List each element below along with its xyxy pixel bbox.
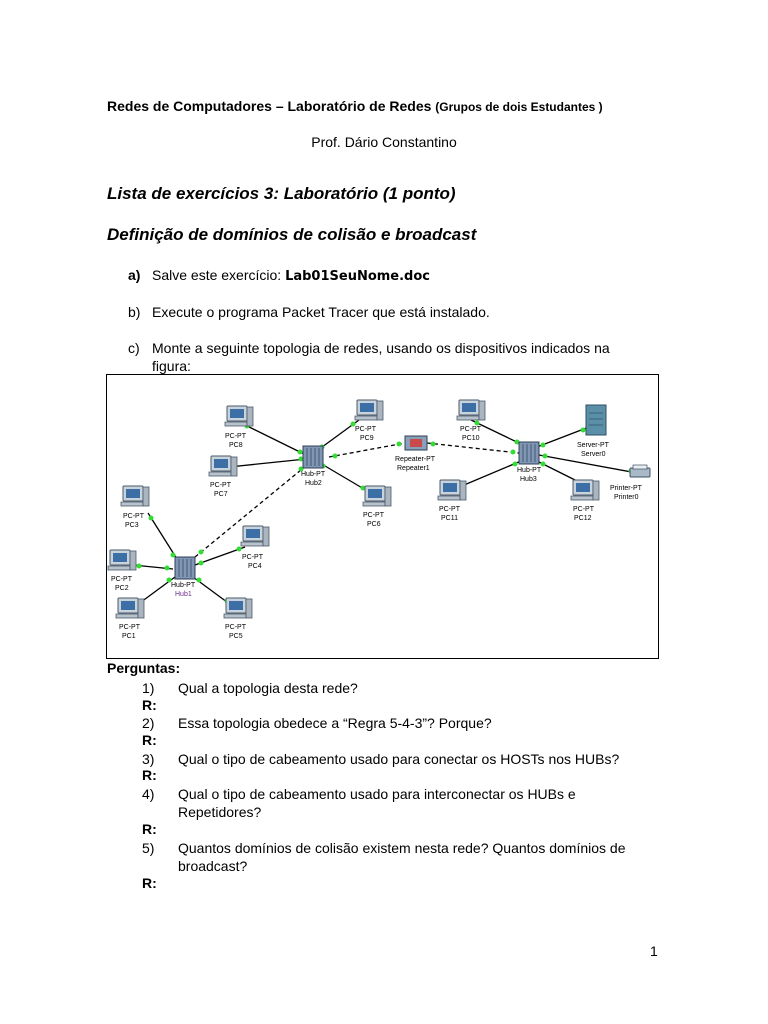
link-repeater1-hub3 xyxy=(427,443,519,453)
hub-icon xyxy=(175,557,195,579)
hub-icon xyxy=(519,442,539,464)
repeater-icon xyxy=(405,436,427,450)
pc9-name-label: PC9 xyxy=(360,435,374,442)
pc3-name-label: PC3 xyxy=(125,522,139,529)
link-hub2-repeater1 xyxy=(329,443,405,457)
pc-icon xyxy=(241,526,269,546)
network-links xyxy=(133,420,637,605)
pc10-name-label: PC10 xyxy=(462,435,480,442)
repeater1-name-label: Repeater1 xyxy=(397,465,430,472)
hub2-name-label: Hub2 xyxy=(305,480,322,487)
question-2-text: Essa topologia obedece a “Regra 5-4-3”? Porque? xyxy=(178,715,492,731)
pc-icon xyxy=(225,406,253,426)
pc3-type-label: PC-PT xyxy=(123,513,144,520)
hub3-type-label: Hub-PT xyxy=(517,467,542,474)
exercise-list-title: Lista de exercícios 3: Laboratório (1 ponto) xyxy=(107,184,456,203)
pc1-name-label: PC1 xyxy=(122,633,136,640)
pc-icon xyxy=(224,598,252,618)
repeater1-type-label: Repeater-PT xyxy=(395,456,436,463)
question-2-number: 2) xyxy=(142,715,155,731)
pc-icon xyxy=(209,456,237,476)
pc-icon xyxy=(355,400,383,420)
instruction-c-text: Monte a seguinte topologia de redes, usando os dispositivos indicados na figura: xyxy=(152,340,610,374)
question-1-number: 1) xyxy=(142,680,155,696)
pc-icon xyxy=(363,486,391,506)
hub1-name-label: Hub1 xyxy=(175,591,192,598)
pc12-type-label: PC-PT xyxy=(573,506,594,513)
instruction-b xyxy=(128,303,688,321)
pc-icon xyxy=(121,486,149,506)
pc6-type-label: PC-PT xyxy=(363,512,384,519)
pc11-name-label: PC11 xyxy=(441,515,458,522)
pc5-type-label: PC-PT xyxy=(225,624,246,631)
pc7-name-label: PC7 xyxy=(214,491,228,498)
question-1-text: Qual a topologia desta rede? xyxy=(178,680,358,696)
instruction-c-label: c) xyxy=(128,340,140,356)
answer-4-label: R: xyxy=(142,821,157,837)
pc7-type-label: PC-PT xyxy=(210,482,231,489)
pc10-type-label: PC-PT xyxy=(460,426,481,433)
pc-icon xyxy=(108,550,136,570)
instruction-b-label: b) xyxy=(128,304,141,320)
pc9-type-label: PC-PT xyxy=(355,426,376,433)
exercise-subtitle: Definição de domínios de colisão e broadcast xyxy=(107,225,477,244)
pc-icon xyxy=(438,480,466,500)
question-3-text: Qual o tipo de cabeamento usado para conectar os HOSTs nos HUBs? xyxy=(178,751,620,767)
instruction-c xyxy=(128,339,688,374)
answer-3-label: R: xyxy=(142,767,157,783)
question-4-text: Qual o tipo de cabeamento usado para interconectar os HUBs e Repetidores? xyxy=(178,786,576,820)
pc11-type-label: PC-PT xyxy=(439,506,460,513)
hub3-name-label: Hub3 xyxy=(520,476,537,483)
pc4-name-label: PC4 xyxy=(248,563,262,570)
answer-2-label: R: xyxy=(142,732,157,748)
pc-icon xyxy=(571,480,599,500)
instruction-a-label: a) xyxy=(128,267,141,283)
instruction-a xyxy=(128,266,688,284)
title-main: Redes de Computadores – Laboratório de Redes xyxy=(107,98,432,114)
server-icon xyxy=(586,405,606,435)
printer0-type-label: Printer-PT xyxy=(610,485,642,492)
questions-title: Perguntas: xyxy=(107,660,181,676)
server0-name-label: Server0 xyxy=(581,451,606,458)
link-pc11-hub3 xyxy=(457,461,521,488)
pc5-name-label: PC5 xyxy=(229,633,243,640)
pc2-name-label: PC2 xyxy=(115,585,129,592)
question-5-number: 5) xyxy=(142,840,155,856)
instruction-a-filename: Lab01SeuNome.doc xyxy=(285,269,431,284)
pc-icon xyxy=(457,400,485,420)
topology-diagram xyxy=(107,375,658,658)
question-4-number: 4) xyxy=(142,786,155,802)
pc-icon xyxy=(116,598,144,618)
pc2-type-label: PC-PT xyxy=(111,576,132,583)
document-title xyxy=(107,98,603,114)
hub2-type-label: Hub-PT xyxy=(301,471,326,478)
answer-5-label: R: xyxy=(142,875,157,891)
hub-icon xyxy=(303,446,323,468)
link-pc8-hub2 xyxy=(241,423,306,455)
instruction-a-text: Salve este exercício: xyxy=(152,267,286,283)
question-3-number: 3) xyxy=(142,751,155,767)
network-topology-figure xyxy=(106,374,659,659)
link-pc7-hub2 xyxy=(229,459,306,467)
server0-type-label: Server-PT xyxy=(577,442,609,449)
title-group-note: (Grupos de dois Estudantes ) xyxy=(435,100,603,114)
hub1-type-label: Hub-PT xyxy=(171,582,196,589)
printer-icon xyxy=(630,465,650,477)
printer0-name-label: Printer0 xyxy=(614,494,639,501)
pc1-type-label: PC-PT xyxy=(119,624,140,631)
page-number: 1 xyxy=(650,943,658,959)
pc8-name-label: PC8 xyxy=(229,442,243,449)
pc12-name-label: PC12 xyxy=(574,515,592,522)
pc6-name-label: PC6 xyxy=(367,521,381,528)
answer-1-label: R: xyxy=(142,697,157,713)
question-5-text: Quantos domínios de colisão existem nesta rede? Quantos domínios de broadcast? xyxy=(178,840,626,874)
pc8-type-label: PC-PT xyxy=(225,433,246,440)
instruction-b-text: Execute o programa Packet Tracer que está instalado. xyxy=(152,304,490,320)
professor-name: Prof. Dário Constantino xyxy=(311,134,457,150)
link-status-dots xyxy=(137,421,634,604)
pc4-type-label: PC-PT xyxy=(242,554,263,561)
